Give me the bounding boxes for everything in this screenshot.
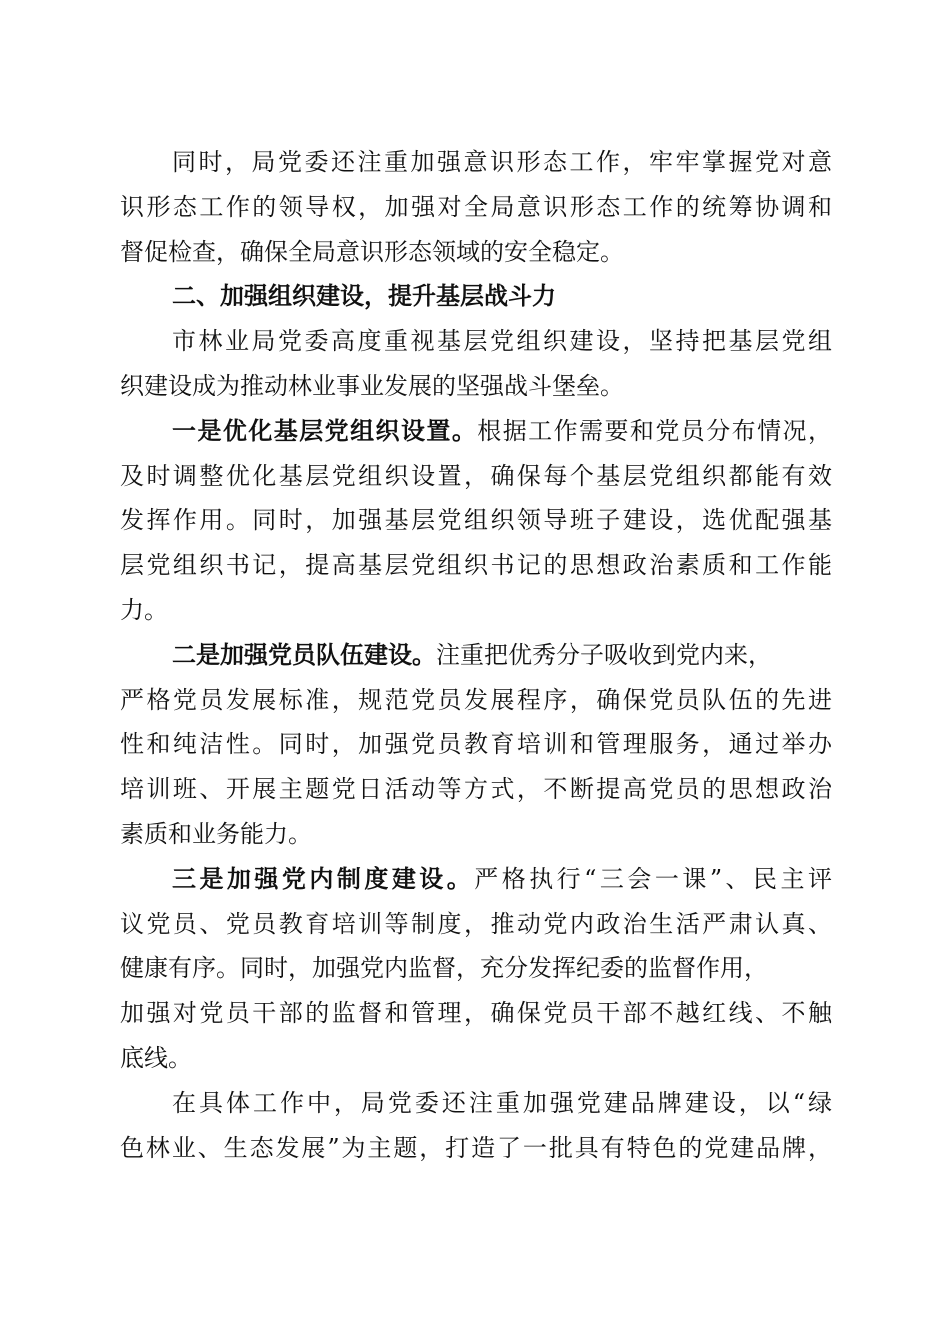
p5-line-2: 议党员、党员教育培训等制度，推动党内政治生活严肃认真、: [120, 909, 832, 938]
p1-line-1: 同时，局党委还注重加强意识形态工作，牢牢掌握党对意: [172, 148, 832, 176]
p6-line-2: 色林业、生态发展”为主题，打造了一批具有特色的党建品牌，: [120, 1133, 832, 1162]
p2-line-2: 织建设成为推动林业事业发展的坚强战斗堡垒。: [120, 371, 624, 400]
p5-line-3: 健康有序。同时，加强党内监督，充分发挥纪委的监督作用，: [120, 954, 768, 983]
p5-line-5: 底线。: [120, 1043, 192, 1072]
p1-line-3: 督促检查，确保全局意识形态领域的安全稳定。: [120, 237, 624, 266]
p4-line-2: 严格党员发展标准，规范党员发展程序，确保党员队伍的先进: [120, 685, 832, 714]
p1-line-2: 识形态工作的领导权，加强对全局意识形态工作的统筹协调和: [120, 192, 832, 221]
p6-line-1: 在具体工作中，局党委还注重加强党建品牌建设，以“绿: [172, 1088, 832, 1117]
p4-line-1: [120, 633, 832, 678]
p5-line-4: 加强对党员干部的监督和管理，确保党员干部不越红线、不触: [120, 999, 832, 1028]
p2-line-1: 市林业局党委高度重视基层党组织建设，坚持把基层党组: [172, 327, 832, 356]
p5-lead: 三是加强党内制度建设。: [172, 863, 475, 893]
p4-line-3: 性和纯洁性。同时，加强党员教育培训和管理服务，通过举办: [120, 730, 832, 759]
p3-line-3: 发挥作用。同时，加强基层党组织领导班子建设，选优配强基: [120, 506, 832, 535]
p3-line-4: 层党组织书记，提高基层党组织书记的思想政治素质和工作能: [120, 551, 832, 580]
p3-lead: 一是优化基层党组织设置。: [172, 415, 478, 445]
p3-line-2: 及时调整优化基层党组织设置，确保每个基层党组织都能有效: [120, 461, 832, 490]
p5-line-1-text: 严格执行“三会一课”、民主评: [474, 864, 832, 893]
p4-line-4: 培训班、开展主题党日活动等方式，不断提高党员的思想政治: [120, 775, 832, 804]
p3-line-5: 力。: [120, 595, 168, 624]
p4-line-5: 素质和业务能力。: [120, 819, 312, 848]
p5-line-1: [120, 857, 832, 902]
section-heading: 二、加强组织建设，提升基层战斗力: [172, 281, 556, 311]
p3-line-1: [120, 409, 832, 454]
p4-line-1-text: 注重把优秀分子吸收到党内来，: [436, 640, 772, 669]
p4-lead: 二是加强党员队伍建设。: [172, 639, 436, 669]
p3-line-1-text: 根据工作需要和党员分布情况，: [477, 416, 832, 445]
document-body: [120, 140, 832, 1170]
